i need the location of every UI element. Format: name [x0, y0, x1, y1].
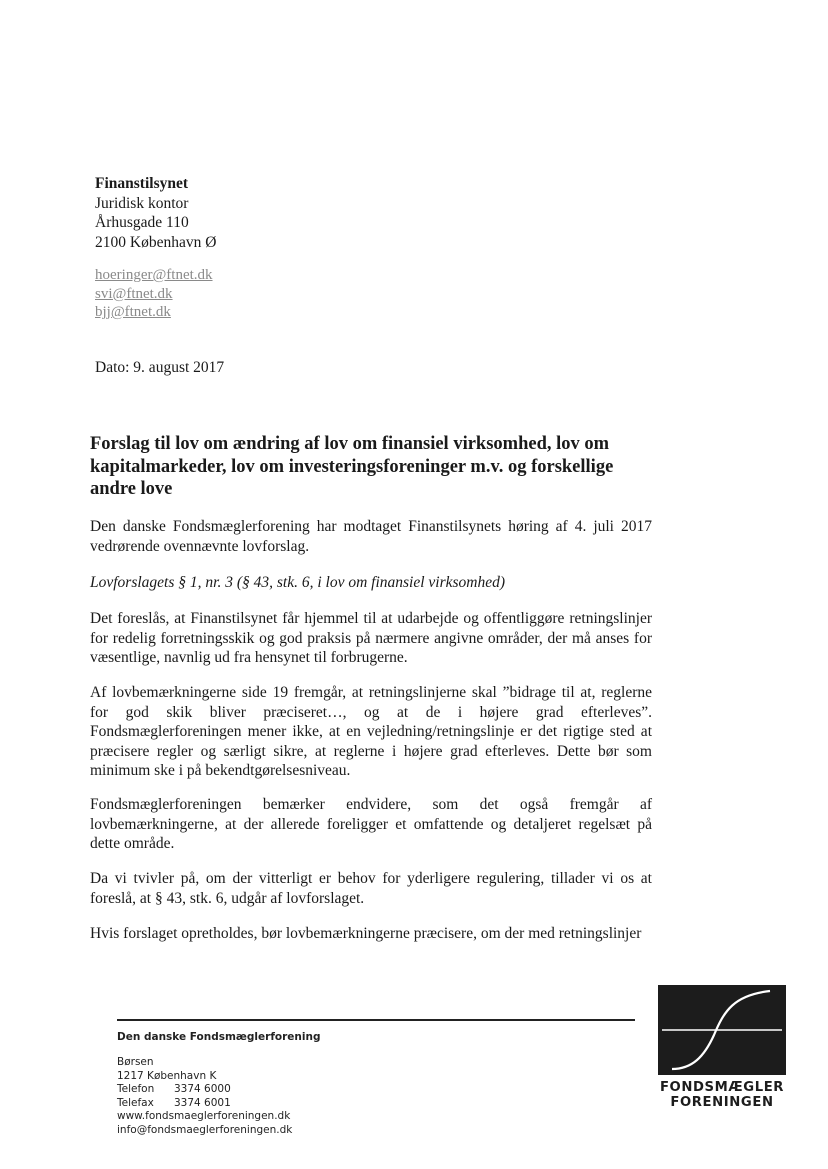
footer-address: Børsen [117, 1056, 154, 1068]
email-link[interactable]: bjj@ftnet.dk [95, 304, 171, 320]
email-link[interactable]: svi@ftnet.dk [95, 285, 173, 302]
section-heading: Lovforslagets § 1, nr. 3 (§ 43, stk. 6, i lov om finansiel virksomhed) [90, 574, 506, 591]
letter-date: Dato: 9. august 2017 [95, 359, 225, 376]
footer-org: Den danske Fondsmæglerforening [117, 1031, 321, 1043]
recipient-city: 2100 København Ø [95, 233, 217, 251]
logo-line-2: FORENINGEN [670, 1095, 774, 1110]
footer-city: 1217 København K [117, 1069, 217, 1082]
body-paragraph: Fondsmæglerforeningen bemærker endvidere, som det også fremgår af lovbemærkningerne, at der allerede foreligger et omfattende og detaljeret regelsæt på dette område. [90, 796, 652, 852]
recipient-address [95, 174, 216, 252]
email-link[interactable]: hoeringer@ftnet.dk [95, 267, 213, 283]
recipient-dept: Juridisk kontor [95, 194, 189, 212]
body-paragraph: Den danske Fondsmæglerforening har modtaget Finanstilsynets høring af 4. juli 2017 vedrørende ovennævnte lovforslag. [90, 518, 652, 555]
logo-line-1: FONDSMÆGLER [659, 1080, 785, 1095]
footer-web-link[interactable]: www.fondsmaeglerforeningen.dk [117, 1110, 291, 1123]
footer-fax: 3374 6001 [174, 1096, 231, 1109]
body-paragraph: Det foreslås, at Finanstilsynet får hjemmel til at udarbejde og offentliggøre retningslinjer for redelig forretningsskik og god praksis på nærmere angivne områder, der må anses for væsentlige, navnlig ud fra hensynet til forbrugerne. [90, 610, 652, 666]
footer-email-link[interactable]: info@fondsmaeglerforeningen.dk [117, 1123, 293, 1136]
footer-phone-label: Telefon [117, 1083, 155, 1096]
email-list [95, 266, 213, 322]
body-paragraph: Hvis forslaget opretholdes, bør lovbemærkningerne præcisere, om der med retningslinjer [90, 925, 642, 942]
letter-title: Forslag til lov om ændring af lov om finansiel virksomhed, lov om kapitalmarkeder, lov om investeringsforeninger m.v. og forskellige andre love [90, 434, 614, 499]
footer-fax-row [117, 1097, 292, 1111]
recipient-org: Finanstilsynet [95, 175, 189, 192]
logo-wordmark [650, 1080, 794, 1110]
body-paragraph: Da vi tvivler på, om der vitterligt er behov for yderligere regulering, tillader vi os at foreslå, at § 43, stk. 6, udgår af lovforslaget. [90, 870, 652, 907]
footer-fax-label: Telefax [117, 1096, 154, 1109]
body-paragraph: Af lovbemærkningerne side 19 fremgår, at retningslinjerne skal ”bidrage til at, reglerne for god skik bliver præciseret…, og at de i højere grad efterleves”. Fondsmæglerforeningen mener ikke, at en vejledning/retningslinje er det rigtige sted at præcisere regler og særligt sikre, at reglerne i højere grad efterleves. Dette bør som minimum ske i på bekendtgørelsesniveau. [90, 684, 652, 779]
integral-curve-icon [658, 985, 786, 1075]
footer-contact [117, 1056, 292, 1138]
logo-mark [658, 985, 786, 1075]
footer-phone: 3374 6000 [174, 1083, 231, 1096]
recipient-street: Århusgade 110 [95, 214, 189, 231]
footer-phone-row [117, 1083, 292, 1097]
footer-divider [117, 1019, 635, 1021]
